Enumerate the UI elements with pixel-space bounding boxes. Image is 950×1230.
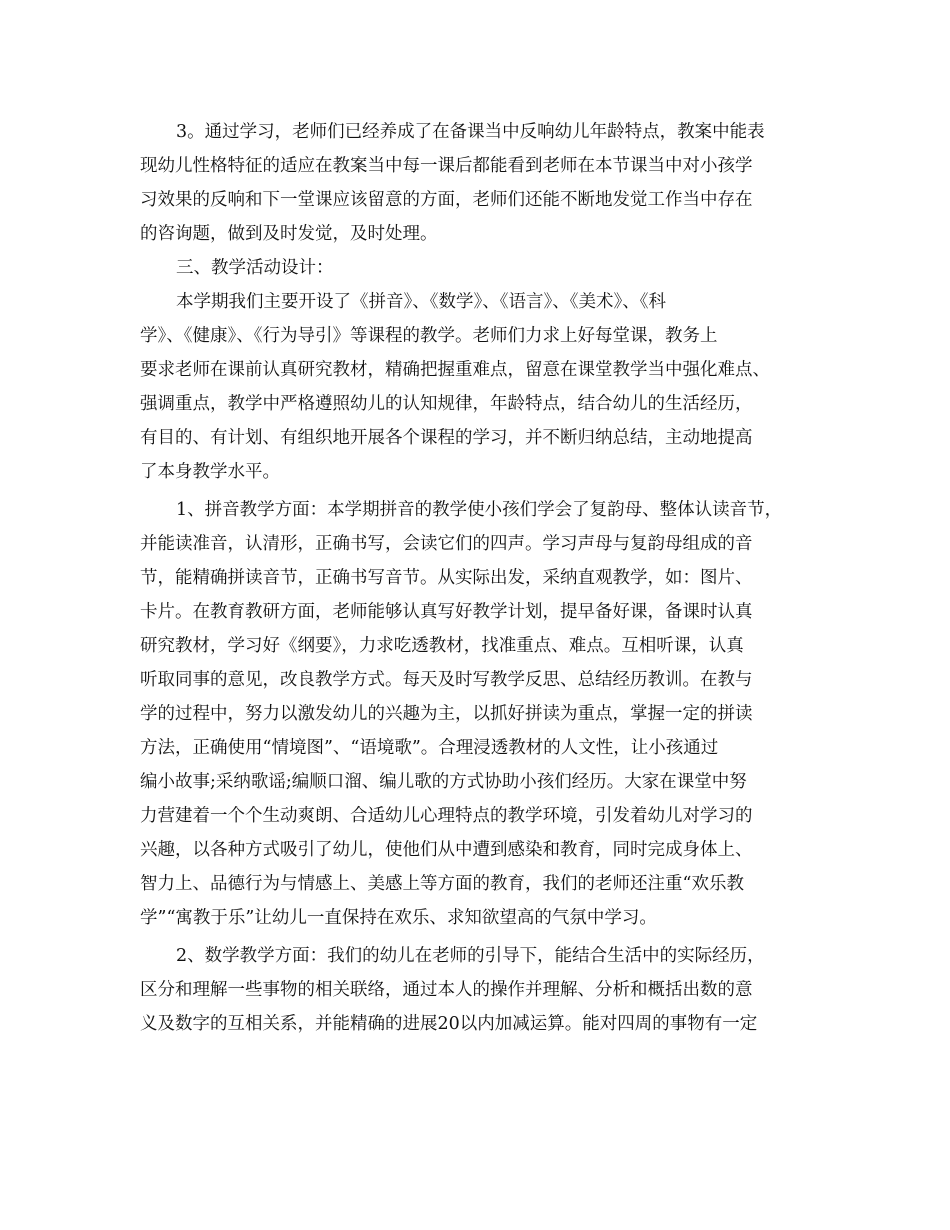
paragraph-line: 强调重点，教学中严格遵照幼儿的认知规律，年龄特点，结合幼儿的生活经历，	[140, 394, 753, 414]
paragraph-line: 兴趣，以各种方式吸引了幼儿，使他们从中遭到感染和教育，同时完成身体上、	[140, 840, 753, 860]
paragraph-line: 区分和理解一些事物的相关联络，通过本人的操作并理解、分析和概括出数的意	[140, 980, 753, 1000]
paragraph-line: 本学期我们主要开设了《拼音》、《数学》、《语言》、《美术》、《科	[176, 292, 666, 312]
paragraph-line: 听取同事的意见，改良教学方式。每天及时写教学反思、总结经历教训。在教与	[140, 670, 753, 690]
paragraph-line: 的咨询题，做到及时发觉，及时处理。	[140, 224, 438, 244]
paragraph-line: 学的过程中，努力以激发幼儿的兴趣为主，以抓好拼读为重点，掌握一定的拼读	[140, 704, 753, 724]
paragraph-line: 学”“寓教于乐”让幼儿一直保持在欢乐、求知欲望高的气氛中学习。	[140, 908, 657, 928]
paragraph-line: 义及数字的互相关系，并能精确的进展20以内加减运算。能对四周的事物有一定	[140, 1014, 758, 1034]
paragraph-line: 2、数学教学方面：我们的幼儿在老师的引导下，能结合生活中的实际经历，	[176, 946, 765, 966]
section-heading-text: 三、教学活动设计：	[176, 258, 334, 278]
paragraph-line: 1、拼音教学方面：本学期拼音的教学使小孩们学会了复韵母、整体认读音节，	[176, 500, 783, 520]
paragraph-line: 了本身教学水平。	[140, 462, 280, 482]
paragraph-line: 3。通过学习，老师们已经养成了在备课当中反响幼儿年龄特点，教案中能表	[176, 122, 765, 142]
paragraph-line: 并能读准音，认清形，正确书写，会读它们的四声。学习声母与复韵母组成的音	[140, 534, 753, 554]
paragraph-line: 研究教材，学习好《纲要》，力求吃透教材，找准重点、难点。互相听课，认真	[140, 636, 744, 656]
paragraph-line: 习效果的反响和下一堂课应该留意的方面，老师们还能不断地发觉工作当中存在	[140, 190, 753, 210]
paragraph-line: 力营建着一个个生动爽朗、合适幼儿心理特点的教学环境，引发着幼儿对学习的	[140, 806, 753, 826]
paragraph-line: 学》、《健康》、《行为导引》等课程的教学。老师们力求上好每堂课，教务上	[140, 326, 718, 346]
paragraph-math-teaching	[140, 939, 812, 1041]
document-body	[140, 115, 812, 1041]
paragraph-line: 现幼儿性格特征的适应在教案当中每一课后都能看到老师在本节课当中对小孩学	[140, 156, 753, 176]
paragraph-line: 有目的、有计划、有组织地开展各个课程的学习，并不断归纳总结，主动地提高	[140, 428, 753, 448]
paragraph-course-overview	[140, 285, 812, 489]
paragraph-line: 要求老师在课前认真研究教材，精确把握重难点，留意在课堂教学当中强化难点、	[140, 360, 770, 380]
paragraph-line: 方法，正确使用“情境图”、“语境歌”。合理浸透教材的人文性，让小孩通过	[140, 738, 719, 758]
paragraph-line: 节，能精确拼读音节，正确书写音节。从实际出发，采纳直观教学，如：图片、	[140, 568, 753, 588]
paragraph-pinyin-teaching	[140, 493, 812, 935]
section-heading-teaching-activity-design	[140, 251, 812, 285]
paragraph-line: 卡片。在教育教研方面，老师能够认真写好教学计划，提早备好课，备课时认真	[140, 602, 753, 622]
paragraph-line: 智力上、品德行为与情感上、美感上等方面的教育，我们的老师还注重“欢乐教	[140, 874, 744, 894]
paragraph-line: 编小故事;采纳歌谣;编顺口溜、编儿歌的方式协助小孩们经历。大家在课堂中努	[140, 772, 747, 792]
paragraph-learning-results	[140, 115, 812, 251]
